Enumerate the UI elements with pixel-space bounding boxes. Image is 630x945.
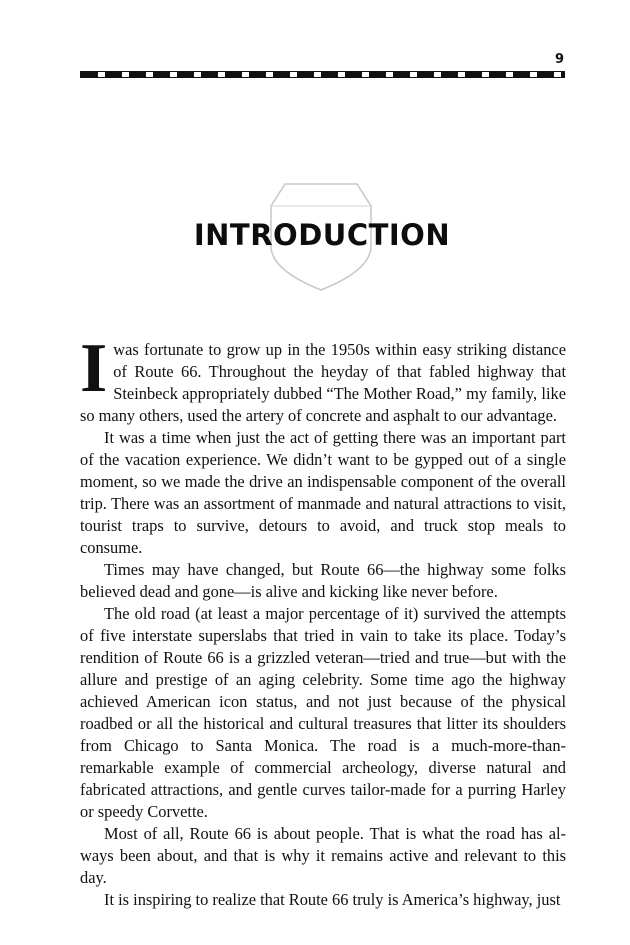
paragraph-text: was fortunate to grow up in the 1950s within easy striking distance of Route 66. Throughout the heyday of that fabled highway that Steinbeck appropriately dubbed “The Mother Road,” my family, like so many others, used the artery of concrete and asphalt to our advantage. (80, 340, 566, 425)
paragraph: It was a time when just the act of getting there was an important part of the vacation experience. We didn’t want to be gypped out of a single moment, so we made the drive an indispensable component of the overall trip. There was an assortment of manmade and natural attractions to visit, tourist traps to survive, detours to avoid, and truck stop meals to consume. (80, 428, 566, 557)
paragraph: Times may have changed, but Route 66—the highway some folks believed dead and gone—is alive and kicking like never before. (80, 560, 566, 601)
chapter-title: INTRODUCTION (193, 218, 451, 252)
paragraph: The old road (at least a major percentage of it) survived the attempts of five interstate superslabs that tried in vain to take its place. Today’s rendition of Route 66 is a grizzled veteran—tried and true—but with the allure and prestige of an aging celebrity. Some time ago the highway achieved American icon status, and not just because of the physical roadbed or all the historical and cultural treasures that litter its shoulders from Chicago to Santa Monica. The road is a much-more-than-remarkable example of commercial archeology, diverse natural and fabricated attractions, and gentle curves tailor-made for a purring Harley or speedy Corvette. (80, 604, 566, 821)
paragraph: Most of all, Route 66 is about people. That is what the road has always been about, and that is why it remains active and relevant to this day. (80, 824, 566, 887)
page-number: 9 (554, 52, 564, 67)
dashed-header-rule (80, 71, 565, 78)
body-text (80, 330, 566, 911)
paragraph (80, 330, 566, 427)
drop-cap: I (80, 330, 108, 407)
paragraph: It is inspiring to realize that Route 66 truly is America’s highway, just (104, 890, 561, 909)
